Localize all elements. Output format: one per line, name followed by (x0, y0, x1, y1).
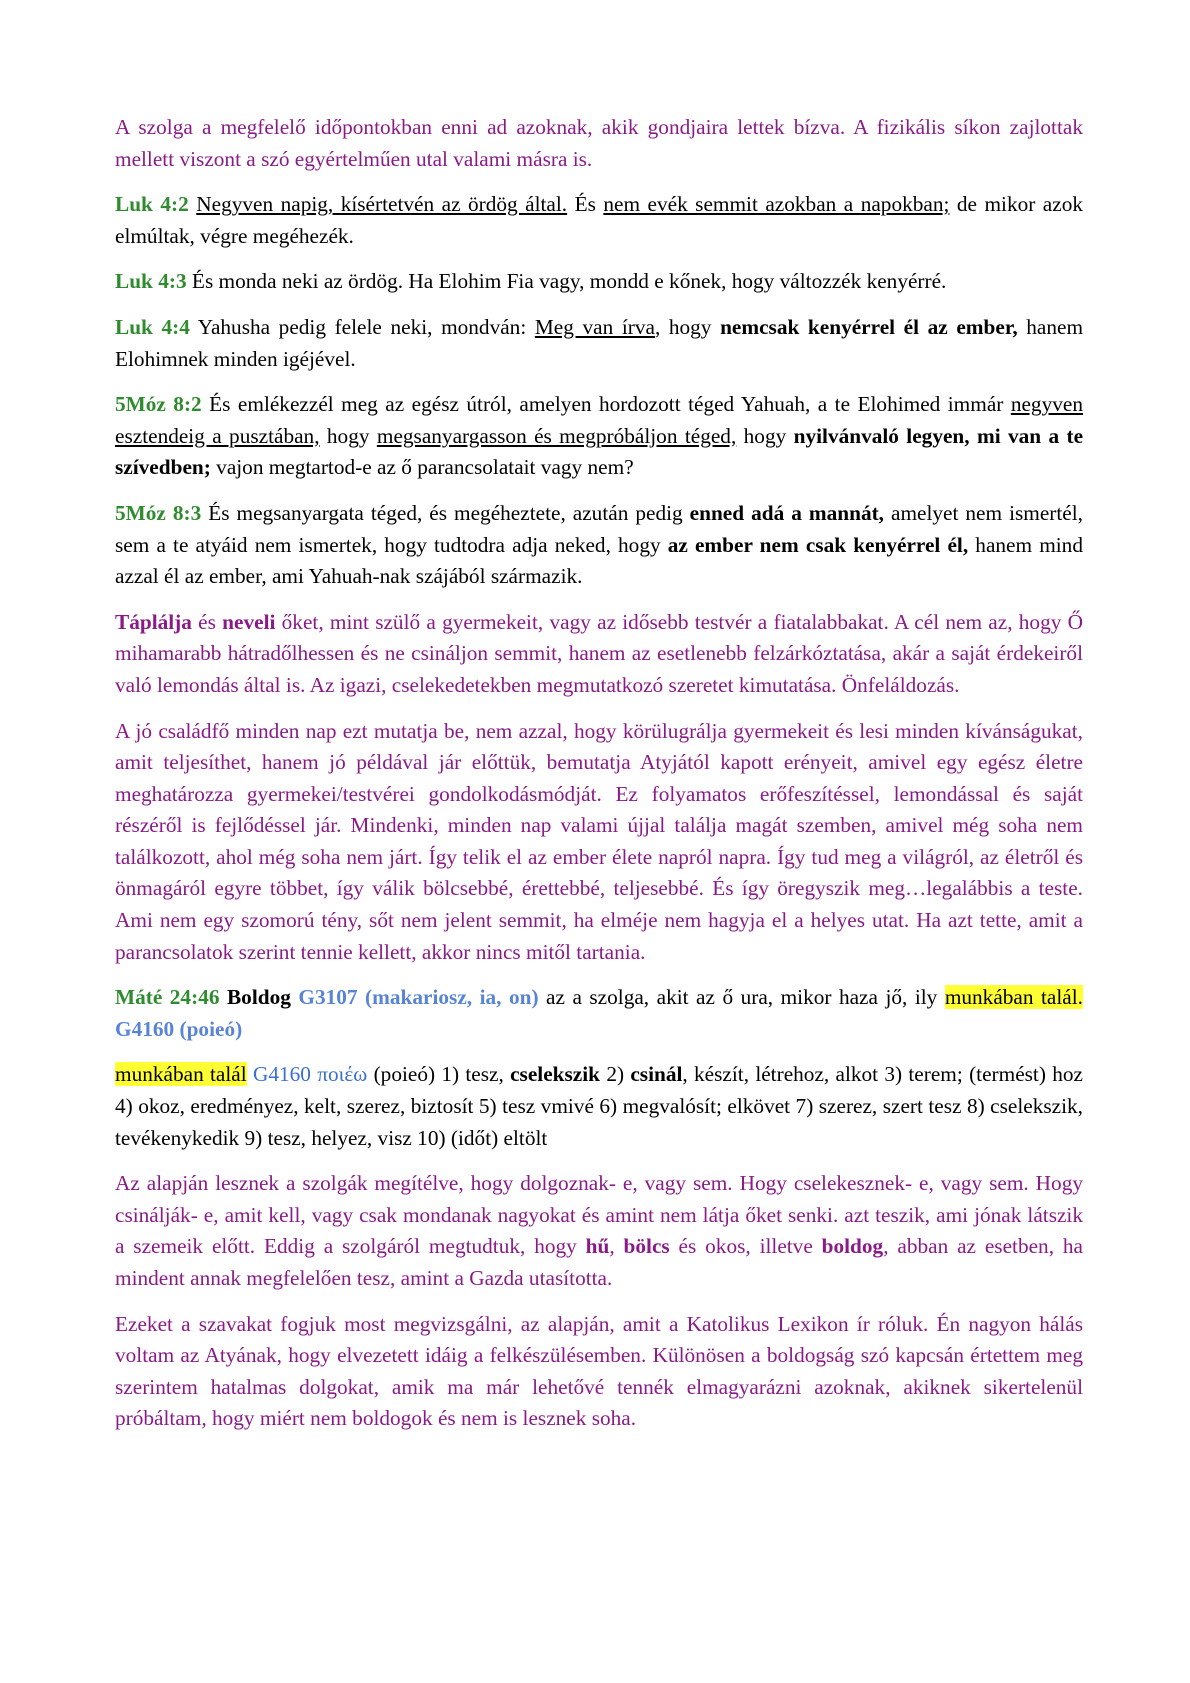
bold-text: csinál (630, 1062, 683, 1087)
bold-text: hű (585, 1234, 610, 1259)
bold-text: neveli (222, 609, 276, 634)
paragraph-feeding: A szolga a megfelelő időpontokban enni ad azoknak, akik gondjaira lettek bízva. A fizikális síkon zajlottak mellett viszont a szó egyértelműen utal valami másra is. (115, 115, 1083, 171)
verse-text: hanem mind azzal él az ember, ami Yahuah-nak szájából származik. (115, 532, 1083, 589)
paragraph-alapjan (115, 1168, 1083, 1294)
verse-text: És megsanyargata téged, és megéheztete, azután pedig (201, 500, 690, 525)
definition-text: (poieó) 1) tesz, (367, 1062, 511, 1087)
verse-ref: 5Móz 8:2 (115, 392, 202, 417)
verse-text: az a szolga, akit az ő ura, mikor haza jő, ily (538, 985, 945, 1010)
strong-number: G4160 ποιέω (246, 1062, 368, 1087)
strong-number: G4160 (poieó) (115, 1016, 243, 1041)
verse-text: de mikor azok elmúltak, végre megéhezék. (115, 192, 1084, 248)
highlighted-text: munkában talál. (944, 985, 1083, 1010)
verse-ref: 5Móz 8:3 (115, 500, 202, 525)
verse-luk-4-3 (115, 266, 1083, 298)
verse-text: hogy (736, 423, 794, 448)
paragraph-taplalja (115, 607, 1083, 702)
verse-text: Yahusha pedig felele neki, mondván: (189, 314, 535, 339)
bold-text: az ember nem csak kenyérrel él, (667, 532, 969, 557)
underlined-text: megsanyargasson és megpróbáljon téged, (376, 423, 737, 448)
paragraph-csaladfo: A jó családfő minden nap ezt mutatja be, nem azzal, hogy körülugrálja gyermekeit és lesi minden kívánságukat, amit teljesíthet, hanem jó példával jár előttük, bemutatja Atyjától kapott erényeit, amivel egy egész életre meghatározza gyermekei/testvérei gondolkodásmódját. Ez folyamatos erőfeszítéssel, lemondással és saját részéről is fejlődéssel jár. Mindenki, minden nap valami újjal találja magát szemben, amivel még soha nem találkozott, ahol még soha nem járt. Így telik el az ember élete napról napra. Így tud meg a világról, az életről és önmagáról egyre többet, így válik bölcsebbé, érettebbé, teljesebbé. És így öregyszik meg…legalábbis a teste. Ami nem egy szomorú tény, sőt nem jelent semmit, ha elméje nem hagyja el a helyes utat. Ha azt tette, amit a parancsolatok szerint tennie kellett, akkor nincs mitől tartania. (115, 718, 1083, 964)
verse-text: És emlékezzél meg az egész útról, amelyen hordozott téged Yahuah, a te Elohimed immár (201, 392, 1011, 417)
bold-text: enned adá a mannát, (689, 500, 885, 525)
verse-luk-4-4 (115, 312, 1083, 375)
paragraph-text: és okos, illetve (669, 1234, 822, 1259)
underlined-text: Meg van írva (534, 314, 655, 339)
verse-ref: Luk 4:3 (115, 269, 187, 294)
underlined-text: Negyven napig, kísértetvén az ördög által. (196, 192, 568, 217)
verse-text: hanem Elohimnek minden igéjével. (115, 314, 1084, 371)
verse-5moz-8-3 (115, 498, 1083, 593)
bold-text: cselekszik (510, 1062, 601, 1087)
verse-text: És monda neki az ördög. Ha Elohim Fia vagy, mondd e kőnek, hogy változzék kenyérré. (186, 269, 947, 294)
paragraph-text: , (609, 1234, 624, 1259)
underlined-text: nem evék semmit azokban a napokban; (603, 192, 950, 217)
bold-text: nemcsak kenyérrel él az ember, (720, 314, 1018, 339)
verse-text: És (567, 192, 604, 217)
bold-text: nyilvánvaló legyen, mi van a te szívedben; (115, 423, 1084, 480)
definition-text: , készít, létrehoz, alkot 3) terem; (termést) hoz 4) okoz, eredményez, kelt, szerez, biztosít 5) tesz vmivé 6) megvalósít; elkövet 7) szerez, szert tesz 8) cselekszik, tevékenykedik 9) tesz, helyez, visz 10) (időt) eltölt (115, 1062, 1083, 1150)
paragraph-text: Az alapján lesznek a szolgák megítélve, hogy dolgoznak- e, vagy sem. Hogy cselekesznek- e, vagy sem. Hogy csinálják- e, amit kell, vagy csak mondanak nagyokat és amint nem látja őket senki. azt teszik, ami jónak látszik a szemeik előtt. Eddig a szolgáról megtudtuk, hogy (115, 1171, 1083, 1259)
paragraph-text: és (191, 609, 223, 634)
bold-text: Táplálja (115, 609, 192, 634)
verse-mate-24-46 (115, 982, 1083, 1045)
verse-text: , hogy (654, 314, 721, 339)
document-page (115, 112, 1083, 1449)
verse-ref: Luk 4:2 (115, 192, 189, 217)
paragraph-text: , abban az esetben, ha mindent annak megfelelően tesz, amint a Gazda utasította. (115, 1234, 1083, 1290)
definition-g4160 (115, 1059, 1083, 1154)
paragraph-text: őket, mint szülő a gyermekeit, vagy az idősebb testvér a fiatalabbakat. A cél nem az, hogy Ő mihamarabb hátradőlhessen és ne csináljon semmit, hanem az esetlenebb felzárkóztatása, akár a saját érdekeiről való lemondás által is. Az igazi, cselekedetekben megmutatkozó szeretet kimutatása. Önfeláldozás. (115, 609, 1083, 697)
verse-text: vajon megtartod-e az ő parancsolatait vagy nem? (210, 455, 634, 480)
verse-luk-4-2 (115, 189, 1083, 252)
strong-number: G3107 (makariosz, ia, on) (298, 985, 539, 1010)
definition-text: 2) (600, 1062, 631, 1087)
bold-text: bölcs (623, 1234, 670, 1259)
bold-text: Boldog (219, 985, 299, 1010)
highlighted-text: munkában talál (115, 1062, 247, 1087)
underlined-text: negyven esztendeig a pusztában, (115, 392, 1083, 448)
verse-text: amelyet nem ismertél, sem a te atyáid nem ismertek, hogy tudtodra adja neked, hogy (115, 500, 1083, 557)
verse-5moz-8-2 (115, 389, 1083, 484)
bold-text: boldog (821, 1234, 884, 1259)
paragraph-ezeket: Ezeket a szavakat fogjuk most megvizsgálni, az alapján, amit a Katolikus Lexikon ír róluk. Én nagyon hálás voltam az Atyának, hogy elvezetett idáig a felkészülésemben. Különösen a boldogság szó kapcsán értettem meg szerintem hatalmas dolgokat, amik ma már lehetővé tennék elmagyarázni azoknak, akiknek sikertelenül próbáltam, hogy miért nem boldogok és nem is lesznek soha. (115, 1311, 1083, 1431)
verse-text: hogy (319, 423, 377, 448)
verse-ref: Luk 4:4 (115, 314, 190, 339)
verse-ref: Máté 24:46 (115, 985, 220, 1010)
